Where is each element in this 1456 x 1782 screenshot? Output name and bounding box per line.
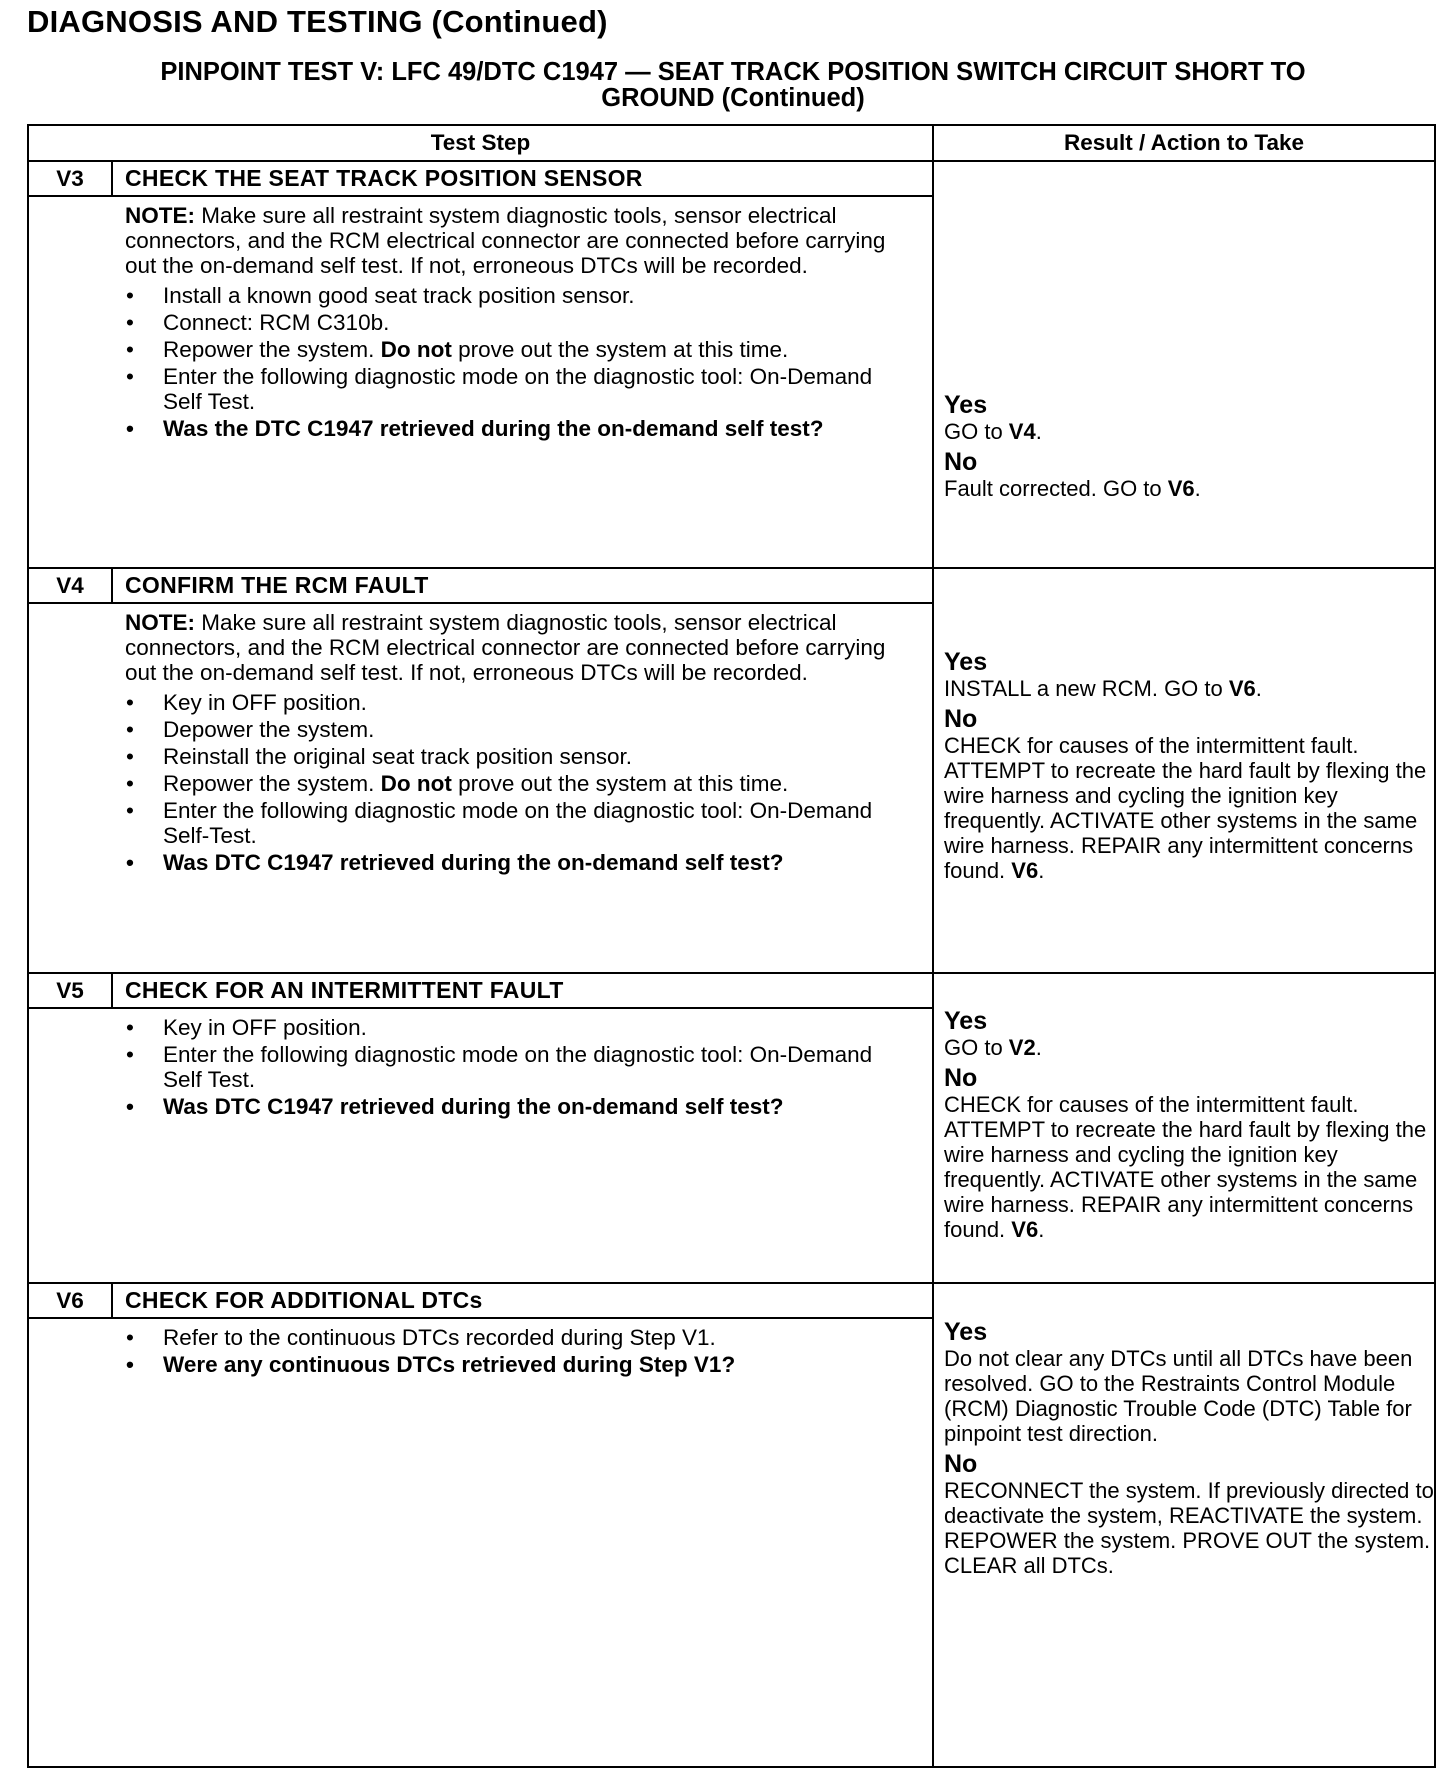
step-instructions xyxy=(125,1015,915,1119)
period: . xyxy=(1035,1035,1042,1060)
period: . xyxy=(1038,858,1045,883)
step-link-v4[interactable]: V4 xyxy=(1008,419,1036,444)
yes-action xyxy=(944,676,1434,701)
instruction-item: • Enter the following diagnostic mode on the diagnostic tool: On-Demand Self Test. xyxy=(125,364,915,414)
step-body-v3 xyxy=(125,203,915,443)
pinpoint-test-title xyxy=(28,59,1438,111)
result-v3 xyxy=(944,392,1434,501)
no-label: No xyxy=(944,1064,978,1092)
action-text: GO to xyxy=(944,1035,1009,1060)
step-id-separator xyxy=(111,568,113,603)
test-question: • Was DTC C1947 retrieved during the on-demand self test? xyxy=(125,850,915,875)
note-paragraph xyxy=(125,610,915,685)
page-title: DIAGNOSIS AND TESTING (Continued) xyxy=(27,4,608,39)
no-action xyxy=(944,733,1434,883)
action-text: CHECK for causes of the intermittent fault. ATTEMPT to recreate the hard fault by flexing the wire harness and cycling the ignition key frequently. ACTIVATE other systems in the same wire harness. REPAIR any intermittent concerns found. xyxy=(944,733,1427,883)
period: . xyxy=(1038,1217,1045,1242)
instruction-item: • Refer to the continuous DTCs recorded during Step V1. xyxy=(125,1325,915,1350)
step-body-v4 xyxy=(125,610,915,877)
step-title-rule xyxy=(29,1007,933,1009)
yes-label: Yes xyxy=(944,1318,988,1346)
yes-label: Yes xyxy=(944,1007,988,1035)
yes-label: Yes xyxy=(944,648,988,676)
pinpoint-test-table xyxy=(27,124,1436,1768)
step-link-v6[interactable]: V6 xyxy=(1228,676,1256,701)
no-label: No xyxy=(944,448,978,476)
instruction-text: Repower the system. xyxy=(163,771,381,796)
step-link-v6[interactable]: V6 xyxy=(1011,1217,1039,1242)
step-body-v6 xyxy=(125,1325,915,1379)
note-label: NOTE: xyxy=(125,203,195,228)
no-action xyxy=(944,1092,1434,1242)
step-link-v6[interactable]: V6 xyxy=(1167,476,1195,501)
no-action: RECONNECT the system. If previously directed to deactivate the system, REACTIVATE the system. REPOWER the system. PROVE OUT the system. CLEAR all DTCs. xyxy=(944,1478,1434,1578)
action-text: CHECK for causes of the intermittent fault. ATTEMPT to recreate the hard fault by flexing the wire harness and cycling the ignition key frequently. ACTIVATE other systems in the same wire harness. REPAIR any intermittent concerns found. xyxy=(944,1092,1427,1242)
step-title-rule xyxy=(29,602,933,604)
do-not-emphasis: Do not xyxy=(380,337,452,362)
note-text: Make sure all restraint system diagnostic tools, sensor electrical connectors, and the RCM electrical connector are connected before carrying out the on-demand self test. If not, erroneous DTCs will be recorded. xyxy=(125,610,886,685)
instruction-item xyxy=(125,771,915,796)
step-id-v5: V5 xyxy=(56,978,84,1003)
step-link-v6[interactable]: V6 xyxy=(1011,858,1039,883)
subtitle-line-2: GROUND (Continued) xyxy=(601,84,865,112)
action-text: INSTALL a new RCM. GO to xyxy=(944,676,1229,701)
step-id-v6: V6 xyxy=(56,1288,84,1313)
step-instructions xyxy=(125,1325,915,1377)
note-paragraph xyxy=(125,203,915,278)
step-instructions xyxy=(125,283,915,441)
yes-action: Do not clear any DTCs until all DTCs have been resolved. GO to the Restraints Control Module (RCM) Diagnostic Trouble Code (DTC) Table for pinpoint test direction. xyxy=(944,1346,1413,1446)
yes-label: Yes xyxy=(944,391,988,419)
step-title-v6: CHECK FOR ADDITIONAL DTCs xyxy=(125,1287,483,1313)
step-body-v5 xyxy=(125,1015,915,1121)
test-question: • Was the DTC C1947 retrieved during the on-demand self test? xyxy=(125,416,915,441)
period: . xyxy=(1194,476,1201,501)
step-link-v2[interactable]: V2 xyxy=(1008,1035,1036,1060)
instruction-item: • Depower the system. xyxy=(125,717,915,742)
no-label: No xyxy=(944,705,978,733)
instruction-text: Repower the system. xyxy=(163,337,381,362)
step-id-v4: V4 xyxy=(56,573,84,598)
step-id-separator xyxy=(111,1283,113,1318)
action-text: GO to xyxy=(944,419,1009,444)
instruction-item: • Enter the following diagnostic mode on the diagnostic tool: On-Demand Self Test. xyxy=(125,1042,915,1092)
instruction-text: prove out the system at this time. xyxy=(451,771,789,796)
action-text: Fault corrected. GO to xyxy=(944,476,1168,501)
note-label: NOTE: xyxy=(125,610,195,635)
no-action xyxy=(944,476,1434,501)
instruction-item: • Key in OFF position. xyxy=(125,690,915,715)
no-label: No xyxy=(944,1450,978,1478)
step-title-v5: CHECK FOR AN INTERMITTENT FAULT xyxy=(125,977,564,1003)
test-question: • Were any continuous DTCs retrieved during Step V1? xyxy=(125,1352,915,1377)
test-question: • Was DTC C1947 retrieved during the on-demand self test? xyxy=(125,1094,915,1119)
step-instructions xyxy=(125,690,915,875)
step-id-v3: V3 xyxy=(56,166,84,191)
col-header-test-step: Test Step xyxy=(430,130,531,155)
step-title-rule xyxy=(29,1317,933,1319)
col-header-result: Result / Action to Take xyxy=(1063,130,1305,155)
note-text: Make sure all restraint system diagnostic tools, sensor electrical connectors, and the RCM electrical connector are connected before carrying out the on-demand self test. If not, erroneous DTCs will be recorded. xyxy=(125,203,886,278)
instruction-item: • Enter the following diagnostic mode on the diagnostic tool: On-Demand Self-Test. xyxy=(125,798,915,848)
step-id-separator xyxy=(111,973,113,1008)
step-title-rule xyxy=(29,195,933,197)
step-title-v3: CHECK THE SEAT TRACK POSITION SENSOR xyxy=(125,165,643,191)
yes-action xyxy=(944,1035,1434,1060)
instruction-item: • Key in OFF position. xyxy=(125,1015,915,1040)
result-v4 xyxy=(944,649,1434,883)
instruction-text: prove out the system at this time. xyxy=(451,337,789,362)
column-divider xyxy=(932,126,934,1766)
step-id-separator xyxy=(111,161,113,196)
instruction-item: • Install a known good seat track position sensor. xyxy=(125,283,915,308)
period: . xyxy=(1255,676,1262,701)
step-title-v4: CONFIRM THE RCM FAULT xyxy=(125,572,429,598)
result-v5 xyxy=(944,1008,1434,1242)
do-not-emphasis: Do not xyxy=(380,771,452,796)
yes-action xyxy=(944,419,1434,444)
instruction-item xyxy=(125,337,915,362)
instruction-item: • Reinstall the original seat track position sensor. xyxy=(125,744,915,769)
period: . xyxy=(1035,419,1042,444)
instruction-item: • Connect: RCM C310b. xyxy=(125,310,915,335)
subtitle-line-1: PINPOINT TEST V: LFC 49/DTC C1947 — SEAT TRACK POSITION SWITCH CIRCUIT SHORT TO xyxy=(160,58,1306,86)
result-v6 xyxy=(944,1319,1434,1578)
